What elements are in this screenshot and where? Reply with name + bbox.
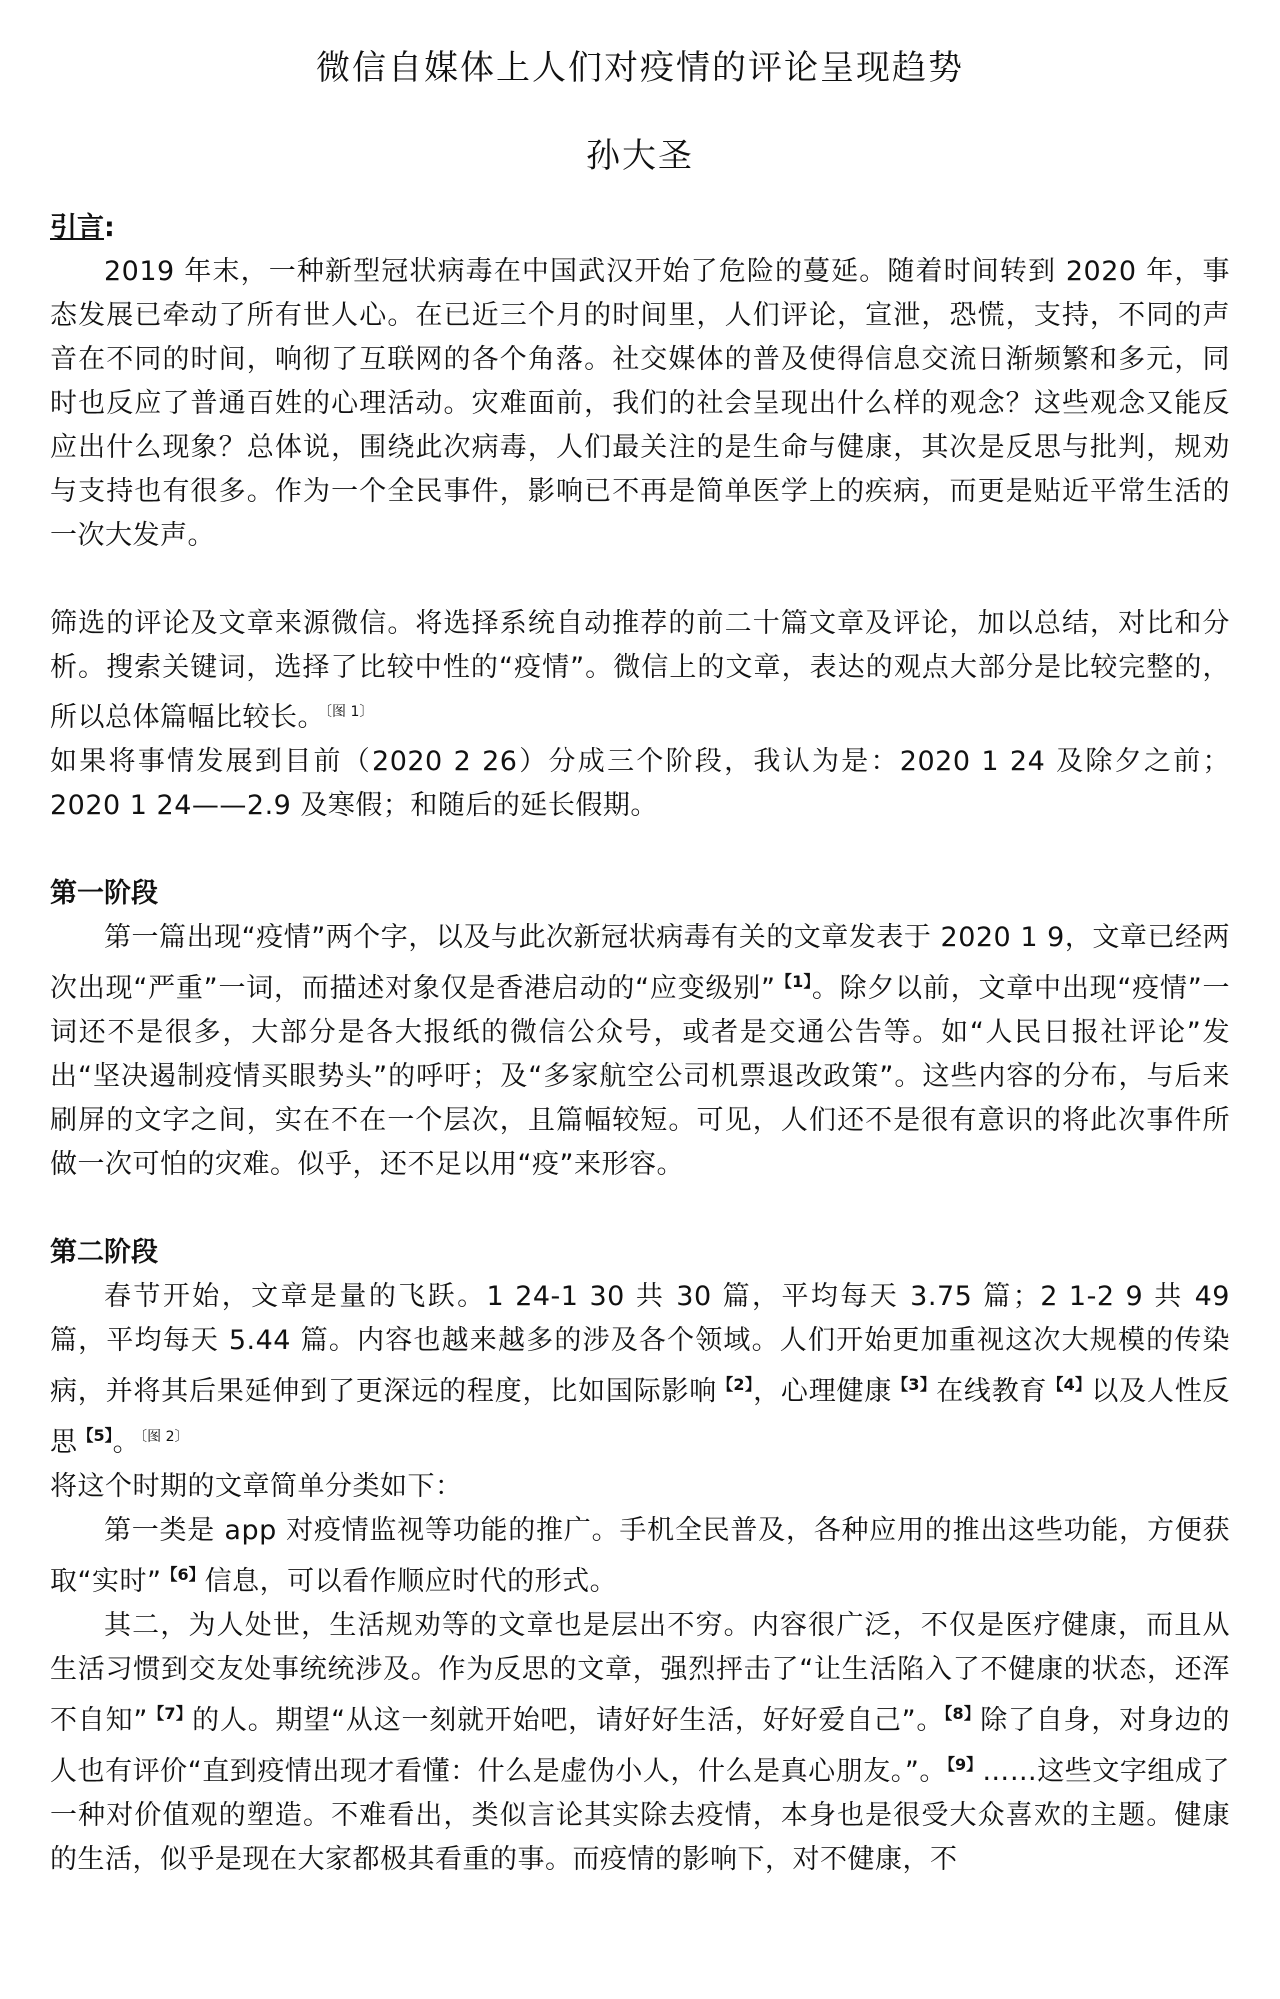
intro-paragraph-2	[50, 602, 1230, 740]
stage-two-text-5: 。	[112, 1427, 141, 1458]
stage-two-section	[50, 1231, 1230, 1882]
stage-one-text-2: 。除夕以前，文章中出现“疫情”一词还不是很多，大部分是各大报纸的微信公众号，或者是交通公告等。如“人民日报社评论”发出“坚决遏制疫情买眼势头”的呼吁；及“多家航空公司机票退改政策”。这些内容的分布，与后来刷屏的文字之间，实在不在一个层次，且篇幅较短。可见，人们还不是很有意识的将此次事件所做一次可怕的灾难。似乎，还不足以用“疫”来形容。	[50, 973, 1231, 1180]
stage-two-paragraph-1	[50, 1275, 1230, 1465]
stage-two-text-1: 春节开始，文章是量的飞跃。1 24-1 30 共 30 篇，平均每天 3.75 篇；2 1-2 9 共 49 篇，平均每天 5.44 篇。内容也越来越多的涉及各个领域。人们开始更加重视这次大规模的传染病，并将其后果延伸到了更深远的程度，比如国际影响	[50, 1281, 1230, 1407]
citation-1: 【1】	[775, 972, 812, 991]
citation-2: 【2】	[717, 1375, 754, 1394]
category-one-paragraph	[50, 1509, 1230, 1604]
citation-8: 【8】	[944, 1704, 981, 1723]
intro-heading-colon: :	[104, 212, 115, 243]
document-title: 微信自媒体上人们对疫情的评论呈现趋势	[316, 48, 964, 88]
introduction-section	[50, 206, 1230, 828]
classification-intro: 将这个时期的文章简单分类如下：	[50, 1471, 463, 1502]
stage-two-text-2: ，心理健康	[753, 1376, 893, 1407]
stage-two-heading: 第二阶段	[50, 1237, 158, 1268]
figure-reference: 〔图 2〕	[140, 1429, 189, 1445]
figure-reference: 〔图 1〕	[325, 704, 374, 720]
category-two-text-2: 的人。期望“从这一刻就开始吧，请好好生活，好好爱自己”。	[192, 1705, 945, 1736]
blank-line	[50, 828, 1230, 872]
category-one-text-1: 第一类是 app 对疫情监视等功能的推广。手机全民普及，各种应用的推出这些功能，方便获取“实时”	[50, 1515, 1230, 1597]
citation-9: 【9】	[946, 1755, 983, 1774]
citation-5: 【5】	[77, 1426, 113, 1445]
citation-7: 【7】	[147, 1704, 193, 1723]
blank-line	[50, 558, 1230, 602]
category-two-text-3: 除了自身，对身边的人也有评价“直到疫情出现才看懂：什么是虚伪小人，什么是真心朋友。”。	[50, 1705, 1230, 1787]
intro-paragraph-1: 2019 年末，一种新型冠状病毒在中国武汉开始了危险的蔓延。随着时间转到 2020 年，事态发展已牵动了所有世人心。在已近三个月的时间里，人们评论，宣泄，恐慌，支持，不同的声音在不同的时间，响彻了互联网的各个角落。社交媒体的普及使得信息交流日渐频繁和多元，同时也反应了普通百姓的心理活动。灾难面前，我们的社会呈现出什么样的观念？这些观念又能反应出什么现象？总体说，围绕此次病毒，人们最关注的是生命与健康，其次是反思与批判，规劝与支持也有很多。作为一个全民事件，影响已不再是简单医学上的疾病，而更是贴近平常生活的一次大发声。	[50, 256, 1230, 551]
stage-one-paragraph	[50, 916, 1230, 1187]
intro-heading-label: 引言	[50, 212, 104, 243]
intro-paragraph-3: 如果将事情发展到目前（2020 2 26）分成三个阶段，我认为是：2020 1 24 及除夕之前；2020 1 24——2.9 及寒假；和随后的延长假期。	[50, 746, 1230, 821]
intro-heading	[50, 206, 1230, 250]
blank-line	[50, 1187, 1230, 1231]
category-two-text-1: 其二，为人处世，生活规劝等的文章也是层出不穷。内容很广泛，不仅是医疗健康，而且从生活习惯到交友处事统统涉及。作为反思的文章，强烈抨击了“让生活陷入了不健康的状态，还浑不自知”	[50, 1610, 1230, 1736]
category-one-text-2: 信息，可以看作顺应时代的形式。	[204, 1566, 618, 1597]
citation-3: 【3】	[892, 1375, 937, 1394]
stage-one-text-1: 第一篇出现“疫情”两个字，以及与此次新冠状病毒有关的文章发表于 2020 1 9，文章已经两次出现“严重”一词，而描述对象仅是香港启动的“应变级别”	[50, 922, 1230, 1004]
intro-paragraph-2-text: 筛选的评论及文章来源微信。将选择系统自动推荐的前二十篇文章及评论，加以总结，对比和分析。搜索关键词，选择了比较中性的“疫情”。微信上的文章，表达的观点大部分是比较完整的，所以总体篇幅比较长。	[50, 608, 1230, 733]
stage-one-section	[50, 872, 1230, 1187]
stage-one-heading: 第一阶段	[50, 878, 158, 909]
author-name: 孙大圣	[586, 136, 694, 176]
category-two-paragraph	[50, 1604, 1230, 1882]
citation-4: 【4】	[1047, 1375, 1092, 1394]
stage-two-text-4: 以及人性反思	[50, 1376, 1231, 1458]
category-two-text-4: ……这些文字组成了一种对价值观的塑造。不难看出，类似言论其实除去疫情，本身也是很受大众喜欢的主题。健康的生活，似乎是现在大家都极其看重的事。而疫情的影响下，对不健康，不	[50, 1756, 1231, 1875]
stage-two-text-3: 在线教育	[936, 1376, 1048, 1407]
citation-6: 【6】	[161, 1565, 205, 1584]
document-page	[50, 0, 1230, 1882]
